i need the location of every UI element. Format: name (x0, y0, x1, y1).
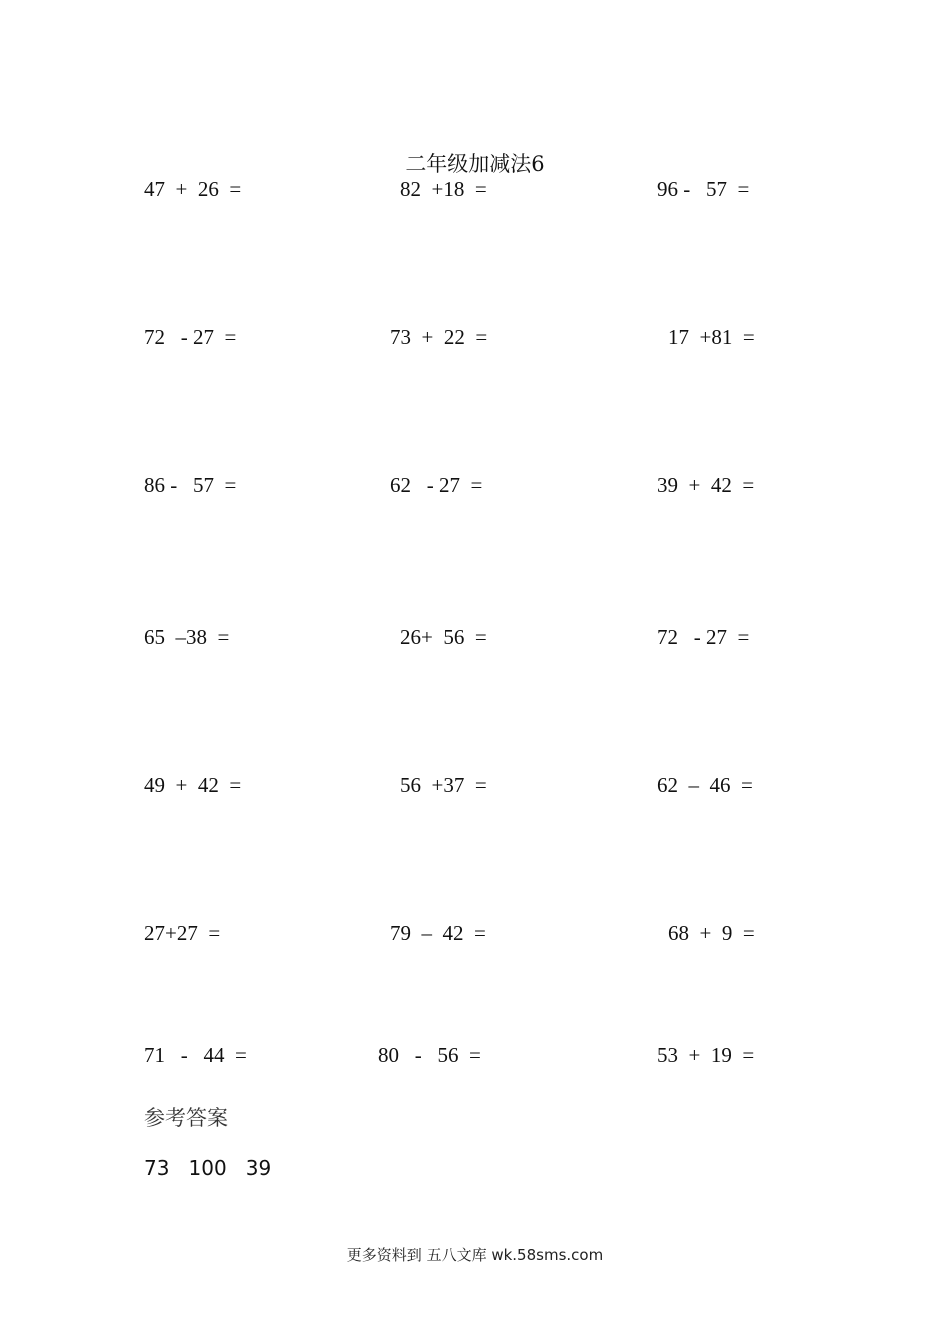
page-title: 二年级加减法6 (405, 152, 545, 176)
problem-r1c3: 96 - 57 = (657, 177, 750, 201)
problem-r5c3: 62 – 46 = (657, 773, 753, 797)
problem-r3c2: 62 - 27 = (390, 473, 483, 497)
problem-r5c1: 49 + 42 = (144, 773, 242, 797)
problem-r6c1: 27+27 = (144, 921, 221, 945)
answer-key-values: 73 100 39 (144, 1156, 272, 1180)
problem-r2c3: 17 +81 = (668, 325, 755, 349)
problem-r2c2: 73 + 22 = (390, 325, 488, 349)
problem-r6c3: 68 + 9 = (668, 921, 755, 945)
footer-note: 更多资料到 五八文库 wk.58sms.com (346, 1246, 604, 1264)
problem-r6c2: 79 – 42 = (390, 921, 486, 945)
problem-r5c2: 56 +37 = (400, 773, 487, 797)
problem-r4c2: 26+ 56 = (400, 625, 487, 649)
problem-r7c1: 71 - 44 = (144, 1043, 247, 1067)
problem-r4c1: 65 –38 = (144, 625, 230, 649)
problem-r1c2: 82 +18 = (400, 177, 487, 201)
problem-r7c2: 80 - 56 = (378, 1043, 481, 1067)
answer-key-heading: 参考答案 (144, 1106, 228, 1130)
problem-r4c3: 72 - 27 = (657, 625, 750, 649)
problem-r3c3: 39 + 42 = (657, 473, 755, 497)
problem-r1c1: 47 + 26 = (144, 177, 242, 201)
problem-r2c1: 72 - 27 = (144, 325, 237, 349)
problem-r7c3: 53 + 19 = (657, 1043, 755, 1067)
problem-r3c1: 86 - 57 = (144, 473, 237, 497)
